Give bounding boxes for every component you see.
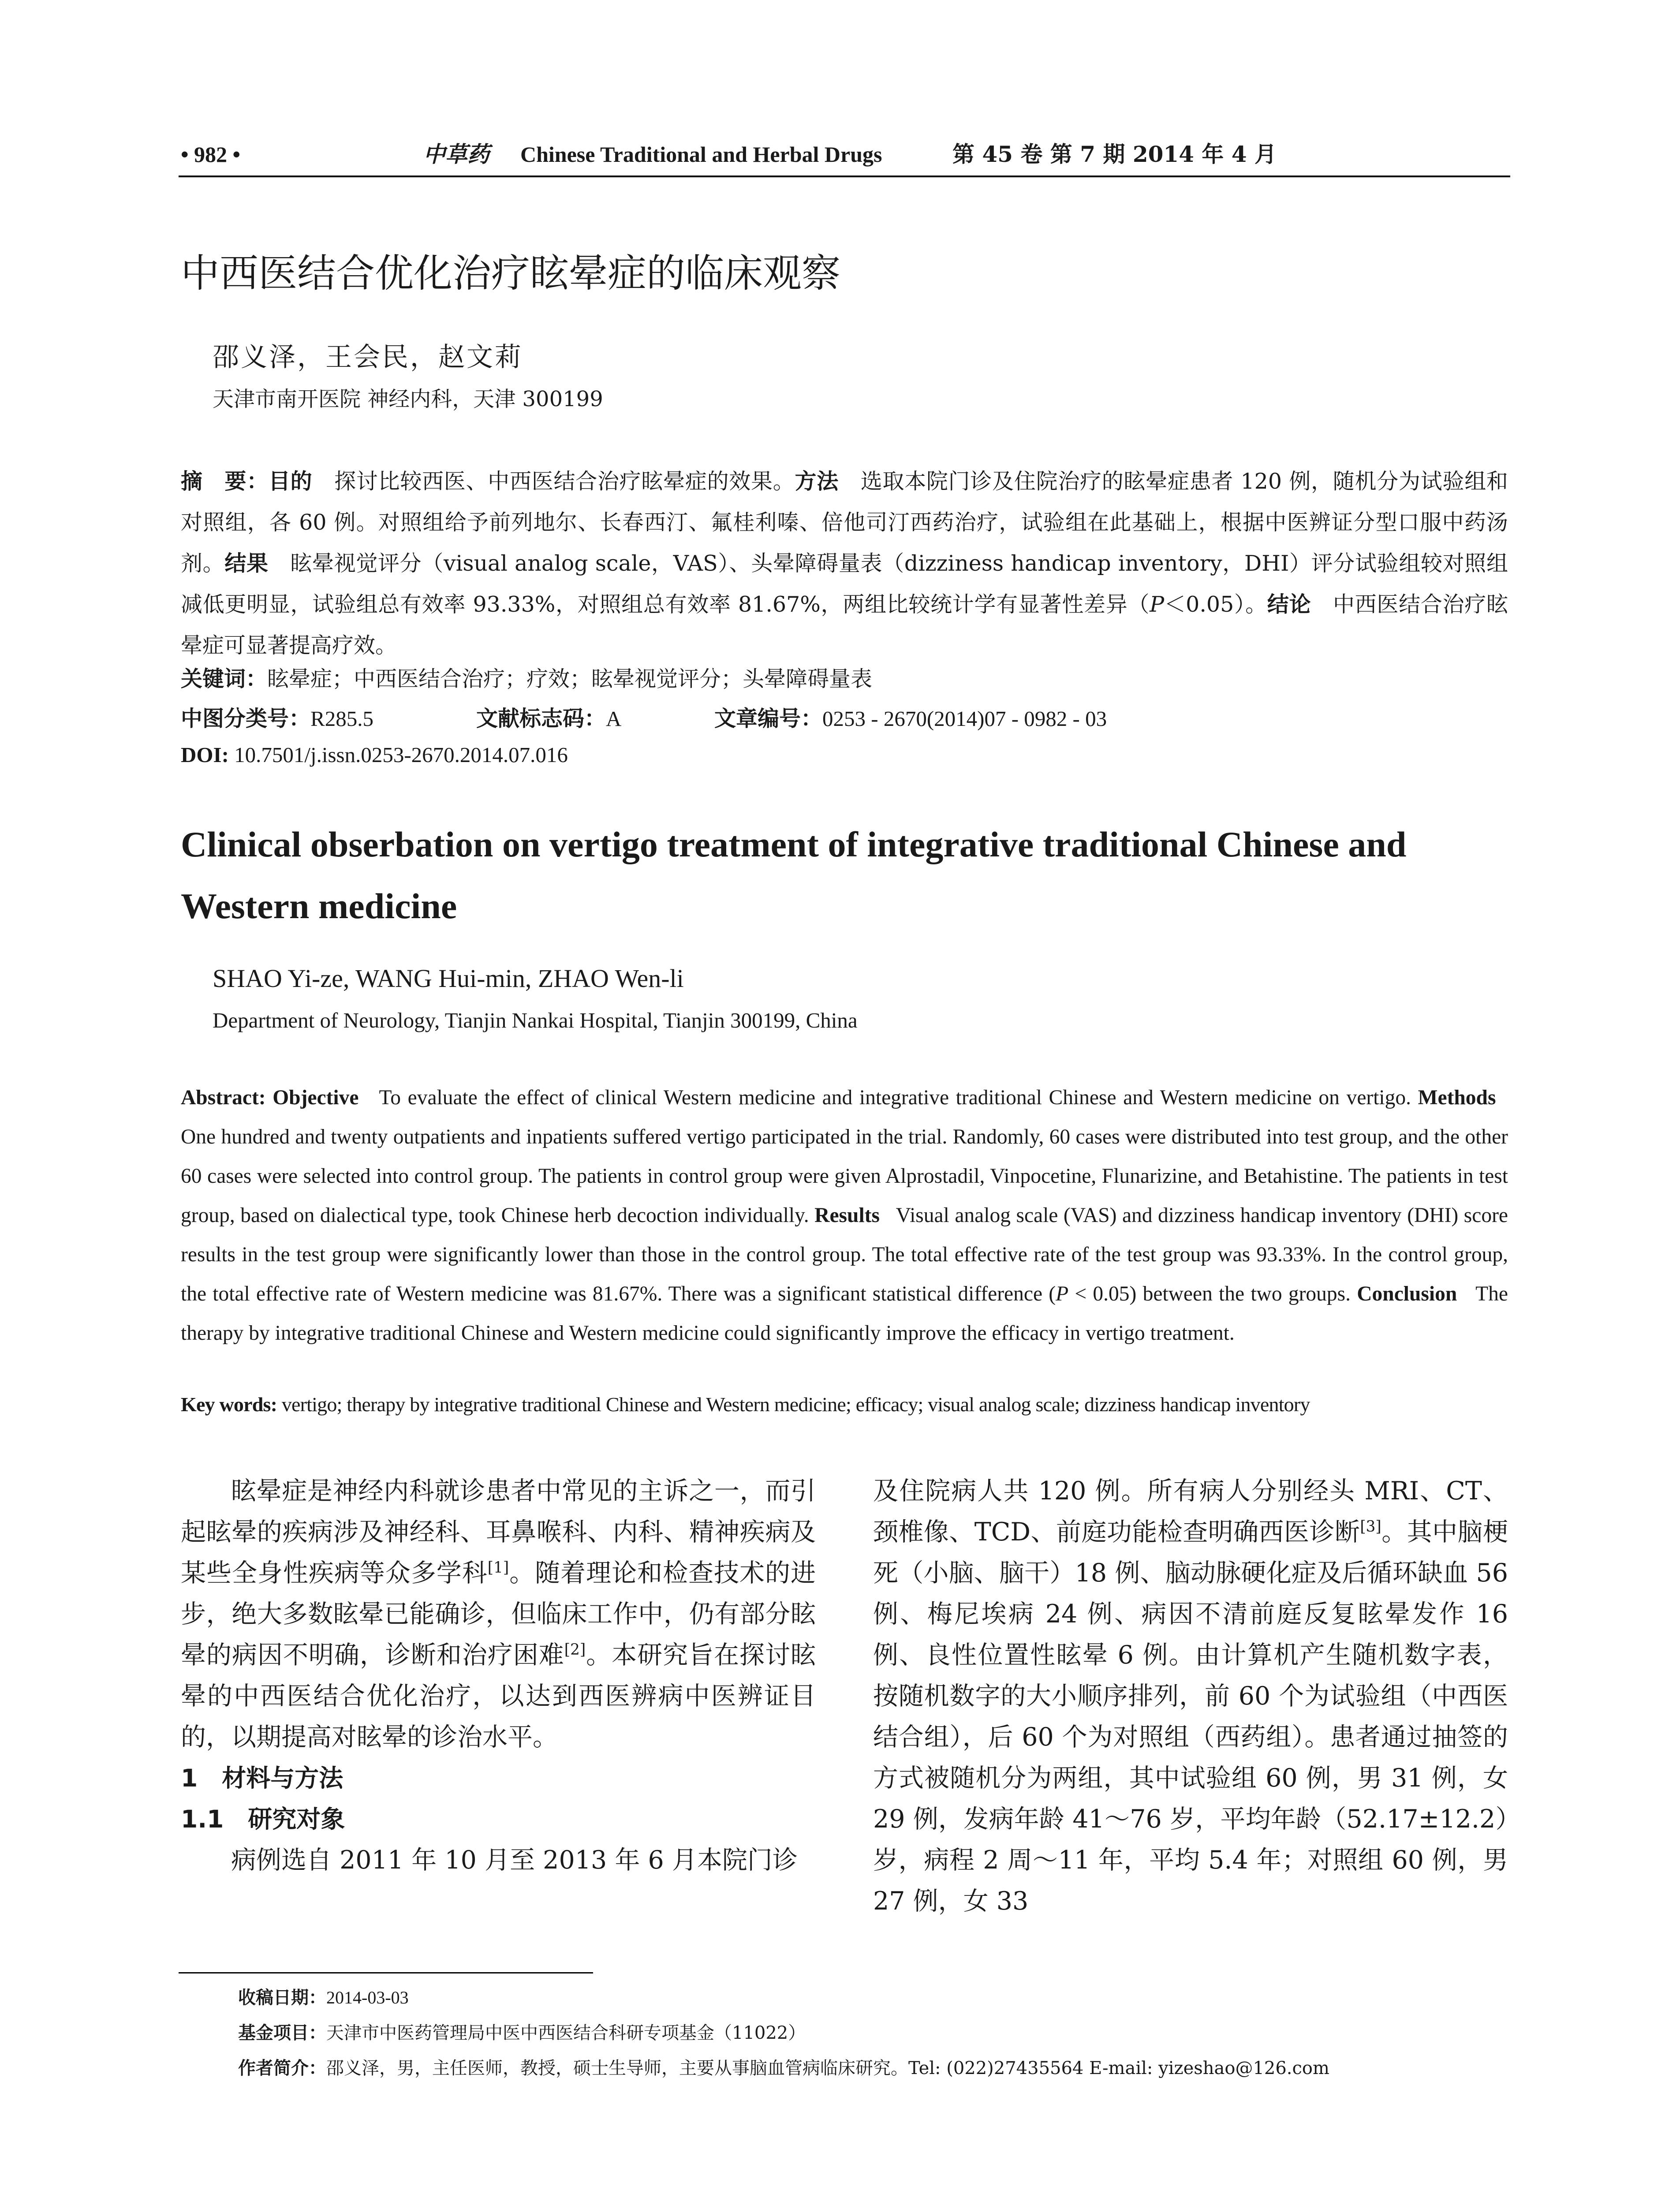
abstract-cn-methods-label: 方法 (795, 469, 839, 494)
author-bio-label: 作者简介： (238, 2058, 326, 2078)
subjects-paragraph-start: 病例选自 2011 年 10 月至 2013 年 6 月本院门诊 (231, 1846, 798, 1875)
keywords-en (181, 1393, 1310, 1416)
article-title-cn: 中西医结合优化治疗眩晕症的临床观察 (181, 250, 841, 296)
body-right-column (873, 1471, 1508, 1922)
footnote-rule (179, 1972, 593, 1973)
abstract-en-p-symbol: P (1056, 1282, 1069, 1305)
abstract-en-results-label: Results (814, 1204, 880, 1227)
abstract-cn-methods: 选取本院门诊及住院治疗的眩晕症患者 120 例，随机分为试验组和对照组，各 60 例。对照组给予前列地尔、长春西汀、氟桂利嗪、倍他司汀西药治疗，试验组在此基础上，根据中医辨证分型口服中药汤剂。 (181, 469, 1508, 576)
citation-3[interactable]: [3] (1360, 1518, 1381, 1536)
intro-text-1: 眩晕症是神经内科就诊患者中常见的主诉之一，而引起眩晕的疾病涉及神经科、耳鼻喉科、内科、精神疾病及某些全身性疾病等众多学科 (181, 1476, 816, 1588)
abstract-cn-objective: 探讨比较西医、中西医结合治疗眩晕症的效果。 (334, 469, 795, 494)
abstract-en-conclusion: The therapy by integrative traditional Chinese and Western medicine could significantly improve the efficacy in vertigo treatment. (181, 1282, 1508, 1345)
keywords-cn-label: 关键词： (181, 666, 268, 691)
abstract-cn-results-end: ＜0.05）。 (1164, 592, 1267, 617)
footnote-received (238, 1984, 409, 2011)
authors-en: SHAO Yi-ze, WANG Hui-min, ZHAO Wen-li (213, 964, 684, 993)
journal-logo-cn: 中草药 (423, 141, 489, 167)
article-number-value: 0253 - 2670(2014)07 - 0982 - 03 (822, 706, 1107, 731)
section-heading-1-1: 1.1 研究对象 (181, 1805, 345, 1833)
abstract-cn-label: 摘 要： (181, 469, 269, 494)
section-heading-1: 1 材料与方法 (181, 1764, 343, 1792)
abstract-en-objective-label: Objective (273, 1086, 359, 1109)
abstract-en (181, 1078, 1508, 1353)
fund-text: 天津市中医药管理局中医中西医结合科研专项基金（11022） (326, 2023, 806, 2043)
keywords-cn (181, 662, 872, 697)
abstract-cn-results: 眩晕视觉评分（visual analog scale，VAS）、头晕障碍量表（dizziness handicap inventory，DHI）评分试验组较对照组减低更明显，试验组总有效率 93.33%，对照组总有效率 81.67%，两组比较统计学有显著性差异（ (181, 551, 1508, 617)
citation-1[interactable]: [1] (487, 1559, 509, 1577)
clc-value: R285.5 (310, 706, 373, 731)
authors-cn: 邵义泽，王会民，赵文莉 (213, 342, 523, 373)
document-code (476, 701, 621, 736)
body-left-column (181, 1471, 816, 1881)
doi-label: DOI: (181, 743, 229, 767)
article-number-label: 文章编号： (714, 706, 823, 731)
subjects-text-1: 及住院病人共 120 例。所有病人分别经头 MRI、CT、颈椎像、TCD、前庭功能检查明确西医诊断 (873, 1476, 1508, 1547)
article-title-en: Clinical obserbation on vertigo treatment of integrative traditional Chinese and Western medicine (181, 824, 1407, 926)
author-bio-text: 邵义泽，男，主任医师，教授，硕士生导师，主要从事脑血管病临床研究。Tel: (022)27435564 E-mail: yizeshao@126.com (326, 2058, 1329, 2078)
keywords-en-text: vertigo; therapy by integrative traditional Chinese and Western medicine; efficacy; visual analog scale; dizziness handicap inventory (281, 1393, 1310, 1416)
abstract-cn-results-label: 结果 (224, 551, 269, 576)
citation-2[interactable]: [2] (564, 1641, 586, 1659)
abstract-cn-objective-label: 目的 (268, 469, 313, 494)
header-rule (179, 176, 1510, 177)
abstract-en-conclusion-label: Conclusion (1357, 1282, 1457, 1305)
article-number (714, 701, 1107, 736)
intro-paragraph (181, 1471, 816, 1758)
abstract-cn-p-symbol: P (1150, 592, 1165, 617)
received-label: 收稿日期： (238, 1988, 326, 2008)
keywords-cn-text: 眩晕症；中西医结合治疗；疗效；眩晕视觉评分；头晕障碍量表 (267, 666, 873, 691)
subjects-paragraph-continued (873, 1471, 1508, 1922)
intro-text-2: 。随着理论和检查技术的进步，绝大多数眩晕已能确诊，但临床工作中，仍有部分眩晕的病因不明确，诊断和治疗困难 (181, 1558, 816, 1670)
abstract-en-label: Abstract: (181, 1086, 266, 1109)
clc-number (181, 701, 373, 736)
doi (181, 737, 568, 773)
doc-code-label: 文献标志码： (476, 706, 606, 731)
subjects-text-2: 。其中脑梗死（小脑、脑干）18 例、脑动脉硬化症及后循环缺血 56 例、梅尼埃病 24 例、病因不清前庭反复眩晕发作 16 例、良性位置性眩晕 6 例。由计算机产生随机数字表，按随机数字的大小顺序排列，前 60 个为试验组（中西医结合组），后 60 个为对照组（西药组）。患者通过抽签的方式被随机分为两组，其中试验组 60 例，男 31 例，女 29 例，发病年龄 41～76 岁，平均年龄（52.17±12.2）岁，病程 2 周～11 年，平均 5.4 年；对照组 60 例，男 27 例，女 33 (873, 1517, 1508, 1916)
footnote-fund (238, 2020, 806, 2046)
affiliation-cn: 天津市南开医院 神经内科，天津 300199 (213, 387, 603, 411)
affiliation-en: Department of Neurology, Tianjin Nankai Hospital, Tianjin 300199, China (213, 1008, 858, 1032)
intro-text-3: 。本研究旨在探讨眩晕的中西医结合优化治疗，以达到西医辨病中医辨证目的，以期提高对眩晕的诊治水平。 (181, 1641, 816, 1752)
page-number: • 982 • (181, 142, 241, 167)
journal-name-en: Chinese Traditional and Herbal Drugs (520, 142, 882, 167)
journal-issue: 第 45 卷 第 7 期 2014 年 4 月 (952, 141, 1277, 167)
abstract-en-objective: To evaluate the effect of clinical Western medicine and integrative traditional Chinese and Western medicine on vertigo. (379, 1086, 1411, 1109)
clc-label: 中图分类号： (181, 706, 311, 731)
abstract-cn-conclusion-label: 结论 (1267, 592, 1311, 617)
abstract-cn-conclusion: 中西医结合治疗眩晕症可显著提高疗效。 (181, 592, 1508, 658)
doc-code-value: A (606, 706, 622, 731)
abstract-cn (181, 461, 1508, 666)
abstract-en-methods-label: Methods (1418, 1086, 1496, 1109)
fund-label: 基金项目： (238, 2023, 326, 2043)
abstract-en-results-end: < 0.05) between the two groups. (1068, 1282, 1351, 1305)
abstract-en-methods: One hundred and twenty outpatients and inpatients suffered vertigo participated in the trial. Randomly, 60 cases were distributed into test group, and the other 60 cases were selected into control group. The patients in control group were given Alprostadil, Vinpocetine, Flunarizine, and Betahistine. The patients in test group, based on dialectical type, took Chinese herb decoction individually. (181, 1125, 1508, 1227)
abstract-en-results: Visual analog scale (VAS) and dizziness handicap inventory (DHI) score results in the test group were significantly lower than those in the control group. The total effective rate of the test group was 93.33%. In the control group, the total effective rate of Western medicine was 81.67%. There was a significant statistical difference ( (181, 1204, 1508, 1305)
received-date: 2014-03-03 (326, 1988, 409, 2007)
doi-value[interactable]: 10.7501/j.issn.0253-2670.2014.07.016 (234, 743, 568, 767)
keywords-en-label: Key words: (181, 1393, 277, 1416)
footnote-author (238, 2055, 1329, 2082)
